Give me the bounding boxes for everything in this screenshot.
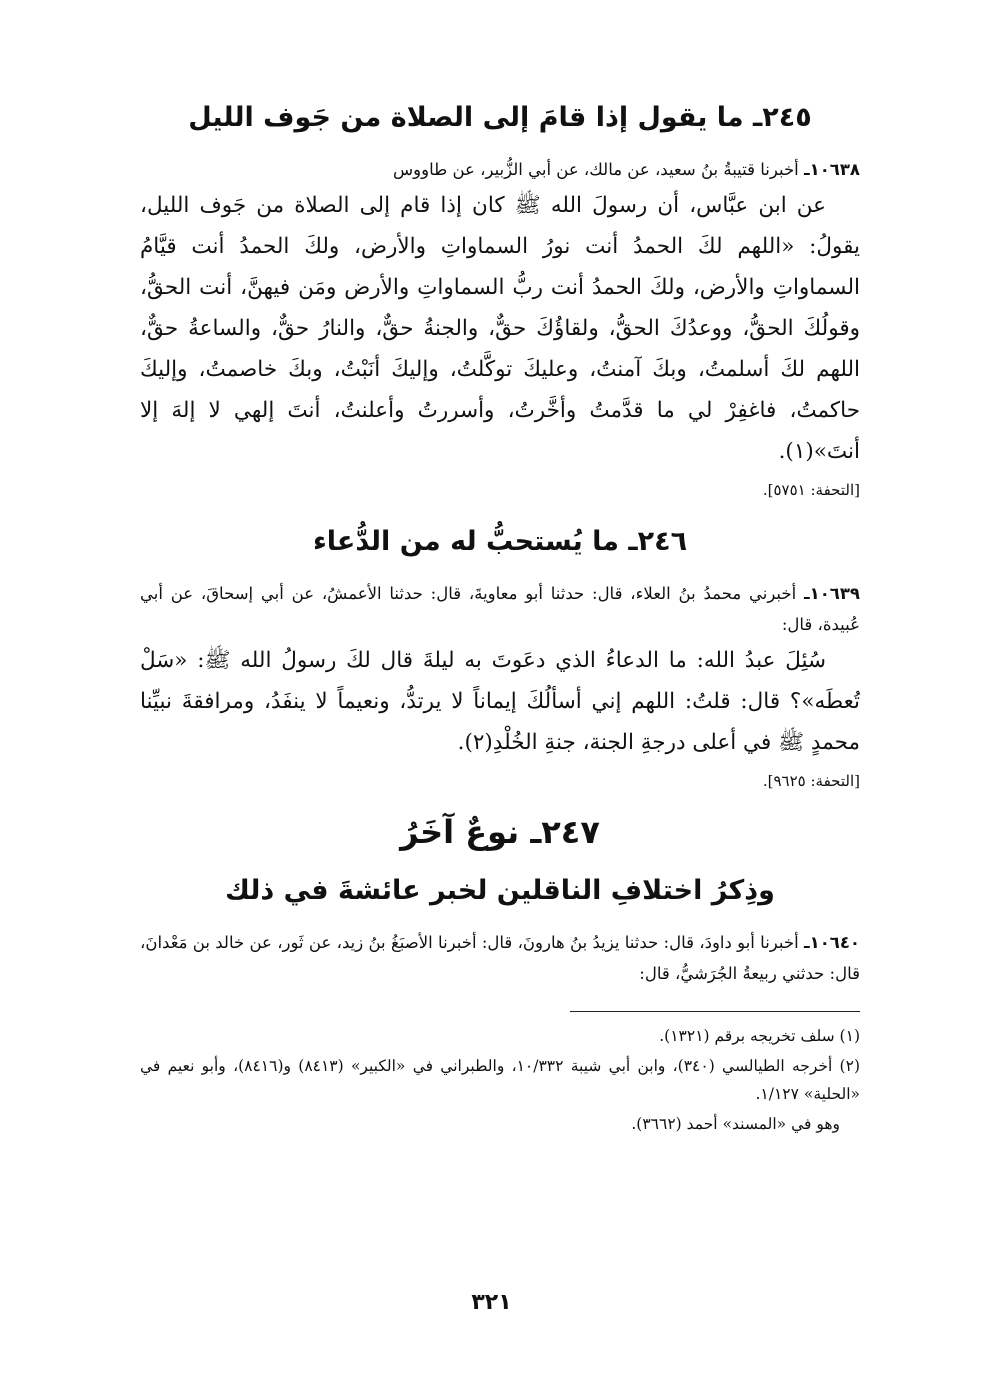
hadith-number: ١٠٦٤٠ـ — [803, 933, 860, 952]
chapter-title-245: ٢٤٥ـ ما يقول إذا قامَ إلى الصلاة من جَوف الليل — [188, 102, 812, 133]
footnote-1: (١) سلف تخريجه برقم (١٣٢١). — [659, 1027, 860, 1045]
isnad-10640 — [140, 927, 860, 989]
isnad-10639 — [140, 578, 860, 640]
isnad-text: أخبرنا قتيبةُ بنُ سعيد، عن مالك، عن أبي الزُّبير، عن طاووس — [393, 160, 799, 179]
isnad-text: أخبرنا أبو داودَ، قال: حدثنا يزيدُ بنُ هارونَ، قال: أخبرنا الأصبَغُ بنُ زيد، عن ثَور، عن خالد بن مَعْدانَ، قال: حدثني ربيعةُ الجُرَشيُّ، قال: — [140, 933, 860, 983]
chapter-title-246: ٢٤٦ـ ما يُستحبُّ له من الدُّعاء — [312, 526, 688, 557]
hadith-number: ١٠٦٣٩ـ — [804, 584, 860, 603]
isnad-text: أخبرني محمدُ بنُ العلاء، قال: حدثنا أبو معاويةَ، قال: حدثنا الأعمشُ، عن أبي إسحاقَ، عن أبي عُبيدة، قال: — [140, 584, 860, 634]
tuhfa-reference: [التحفة: ٩٦٢٥]. — [762, 772, 860, 790]
footnote-2: (٢) أخرجه الطيالسي (٣٤٠)، وابن أبي شيبة ١٠/٣٣٢، والطبراني في «الكبير» (٨٤١٣) و(٨٤١٦)، وأبو نعيم في «الحلية» ١/١٢٧. — [140, 1057, 860, 1103]
page-content — [140, 88, 860, 1140]
matn-10638: عن ابن عبَّاس، أن رسولَ الله ﷺ كان إذا قام إلى الصلاة من جَوف الليل، يقولُ: «اللهم لكَ الحمدُ أنت نورُ السماواتِ والأرض، ولكَ الحمدُ أنت قيَّامُ السماواتِ والأرض، ولكَ الحمدُ أنت ربُّ السماواتِ والأرض ومَن فيهنَّ، أنت الحقُّ، وقولُكَ الحقُّ، ووعدُكَ الحقُّ، ولقاؤُكَ حقٌّ، والجنةُ حقٌّ، والنارُ حقٌّ، والساعةُ حقٌّ، اللهم لكَ أسلمتُ، وبكَ آمنتُ، وعليكَ توكَّلتُ، وإليكَ أنَبْتُ، وبكَ خاصمتُ، وإليكَ حاكمتُ، فاغفِرْ لي ما قدَّمتُ وأخَّرتُ، وأسررتُ وأعلنتُ، أنتَ إلهي لا إلهَ إلا أنتَ»(١). — [140, 193, 860, 464]
chapter-title-247: ٢٤٧ـ نوعٌ آخَرُ — [400, 813, 600, 851]
isnad-10638 — [140, 154, 860, 185]
hadith-number: ١٠٦٣٨ـ — [804, 160, 860, 179]
matn-10639: سُئِلَ عبدُ الله: ما الدعاءُ الذي دعَوتَ به ليلةَ قال لكَ رسولُ الله ﷺ: «سَلْ تُعطَه»؟ قال: قلتُ: اللهم إني أسألُكَ إيماناً لا يرتدُّ، ونعيماً لا ينفَدُ، ومرافقةَ نبيِّنا محمدٍ ﷺ في أعلى درجةِ الجنة، جنةِ الخُلْدِ(٢). — [140, 648, 860, 755]
footnote-separator — [570, 1011, 860, 1012]
chapter-subtitle-247: وذِكرُ اختلافِ الناقلين لخبر عائشةَ في ذلك — [225, 875, 775, 906]
tuhfa-reference: [التحفة: ٥٧٥١]. — [762, 481, 860, 499]
footnote-2-continuation: وهو في «المسند» أحمد (٣٦٦٢). — [631, 1115, 840, 1133]
page-number: ٣٢١ — [471, 1290, 512, 1315]
